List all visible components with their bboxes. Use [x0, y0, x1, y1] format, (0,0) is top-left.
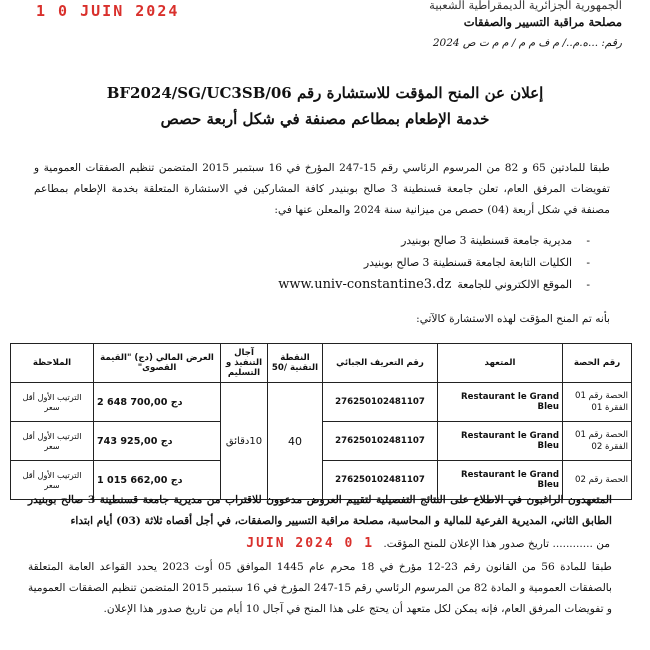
col-lot: رقم الحصة — [563, 344, 632, 383]
date-stamp-inline: 1 0 JUIN 2024 — [246, 536, 375, 551]
col-nif: رقم التعريف الجبائي — [323, 344, 438, 383]
cell-nif: 276250102481107 — [323, 461, 438, 500]
list-item: - مديرية جامعة قسنطينة 3 صالح بوبنيدر — [278, 230, 572, 252]
col-amount: العرض المالي (دج) "القيمة القصوى" — [94, 344, 221, 383]
cell-amount: 2 648 700,00 دج — [94, 383, 221, 422]
cell-note: الترتيب الأول أقل سعر — [11, 422, 94, 461]
cell-score: 40 — [268, 383, 323, 500]
results-consultation-paragraph: المتعهدون الراغبون في الاطلاع على النتائج التفصيلية لتقييم العروض مدعوون للاقتراب من مديرية جامعة قسنطينة 3 صالح بوبنيدر الطابق الثاني، المديرية الفرعية للمالية و المحاسبة، مصلحة مراقبة التسيير والصفقات، في أجل أقصاه ثلاثة (03) أيام ابتداء — [28, 494, 612, 527]
cell-lot: الحصة رقم 01 الفقرة 01 — [563, 383, 632, 422]
cell-amount: 743 925,00 دج — [94, 422, 221, 461]
header-service: مصلحة مراقبة التسيير والصفقات — [463, 15, 622, 29]
cell-bidder: Restaurant le Grand Bleu — [438, 461, 563, 500]
header-republic: الجمهورية الجزائرية الديمقراطية الشعبية — [429, 0, 622, 12]
table-header-row — [11, 344, 632, 383]
cell-note: الترتيب الأول أقل سعر — [11, 383, 94, 422]
header-reference: رقم: ...ه.م../ م ف م م / م م ت ص 2024 — [432, 37, 622, 49]
announcement-date-text: من ............ تاريخ صدور هذا الإعلان للمنح المؤقت. — [383, 538, 610, 550]
publication-list — [278, 230, 590, 296]
col-note: الملاحظة — [11, 344, 94, 383]
cell-nif: 276250102481107 — [323, 422, 438, 461]
website-label: الموقع الالكتروني للجامعة — [457, 278, 572, 291]
announcement-title: إعلان عن المنح المؤقت للاستشارة رقم BF2024/SG/UC3SB/06 — [106, 84, 544, 102]
table-row — [11, 383, 632, 422]
announcement-subtitle: خدمة الإطعام بمطاعم مصنفة في شكل أربعة حصص — [160, 110, 490, 128]
cell-lot: الحصة رقم 02 — [563, 461, 632, 500]
website-link[interactable]: www.univ-constantine3.dz — [278, 277, 452, 292]
list-item: - الكليات التابعة لجامعة قسنطينة 3 صالح بوبنيدر — [278, 252, 572, 274]
intro-paragraph: طبقا للمادتين 65 و 82 من المرسوم الرئاسي رقم 15-247 المؤرخ في 16 سبتمبر 2015 المتضمن تنظيم الصفقات العمومية و تفويضات المرفق العام، تعلن جامعة قسنطينة 3 صالح بوبنيدر كافة المشاركين في الاستشارة المتعلقة بخدمة الإطعام بمطاعم مصنفة في شكل أربعة (04) حصص من ميزانية سنة 2024 والمعلن عنها في: — [34, 162, 610, 216]
appeal-paragraph: طبقا للمادة 56 من القانون رقم 23-12 مؤرخ في 18 محرم عام 1445 الموافق 05 أوت 2023 يحدد القواعد العامة المتعلقة بالصفقات العمومية و المادة 82 من المرسوم الرئاسي رقم 15-247 المؤرخ في 16 سبتمبر 2015 المتضمن تنظيم الصفقات العمومية و تفويضات المرفق العام، فإنه يمكن لكل متعهد أن يحتج على هذا المنح في آجال 10 أيام من تاريخ صدور هذا الإعلان. — [28, 561, 612, 615]
cell-nif: 276250102481107 — [323, 383, 438, 422]
award-table — [10, 343, 632, 500]
cell-bidder: Restaurant le Grand Bleu — [438, 383, 563, 422]
cell-delay: 10دقائق — [221, 383, 268, 500]
col-score: النقطة التقنية /50 — [268, 344, 323, 383]
cell-lot: الحصة رقم 01 الفقرة 02 — [563, 422, 632, 461]
col-bidder: المتعهد — [438, 344, 563, 383]
announcement-date-line — [240, 536, 610, 551]
date-stamp-top: 1 0 JUIN 2024 — [36, 2, 180, 20]
cell-bidder: Restaurant le Grand Bleu — [438, 422, 563, 461]
col-delay: آجال التنفيذ و التسليم — [221, 344, 268, 383]
cell-note: الترتيب الأول أقل سعر — [11, 461, 94, 500]
list-item — [278, 274, 572, 296]
award-intro: بأنه تم المنح المؤقت لهذه الاستشارة كالآتي: — [416, 313, 610, 325]
cell-amount: 1 015 662,00 دج — [94, 461, 221, 500]
